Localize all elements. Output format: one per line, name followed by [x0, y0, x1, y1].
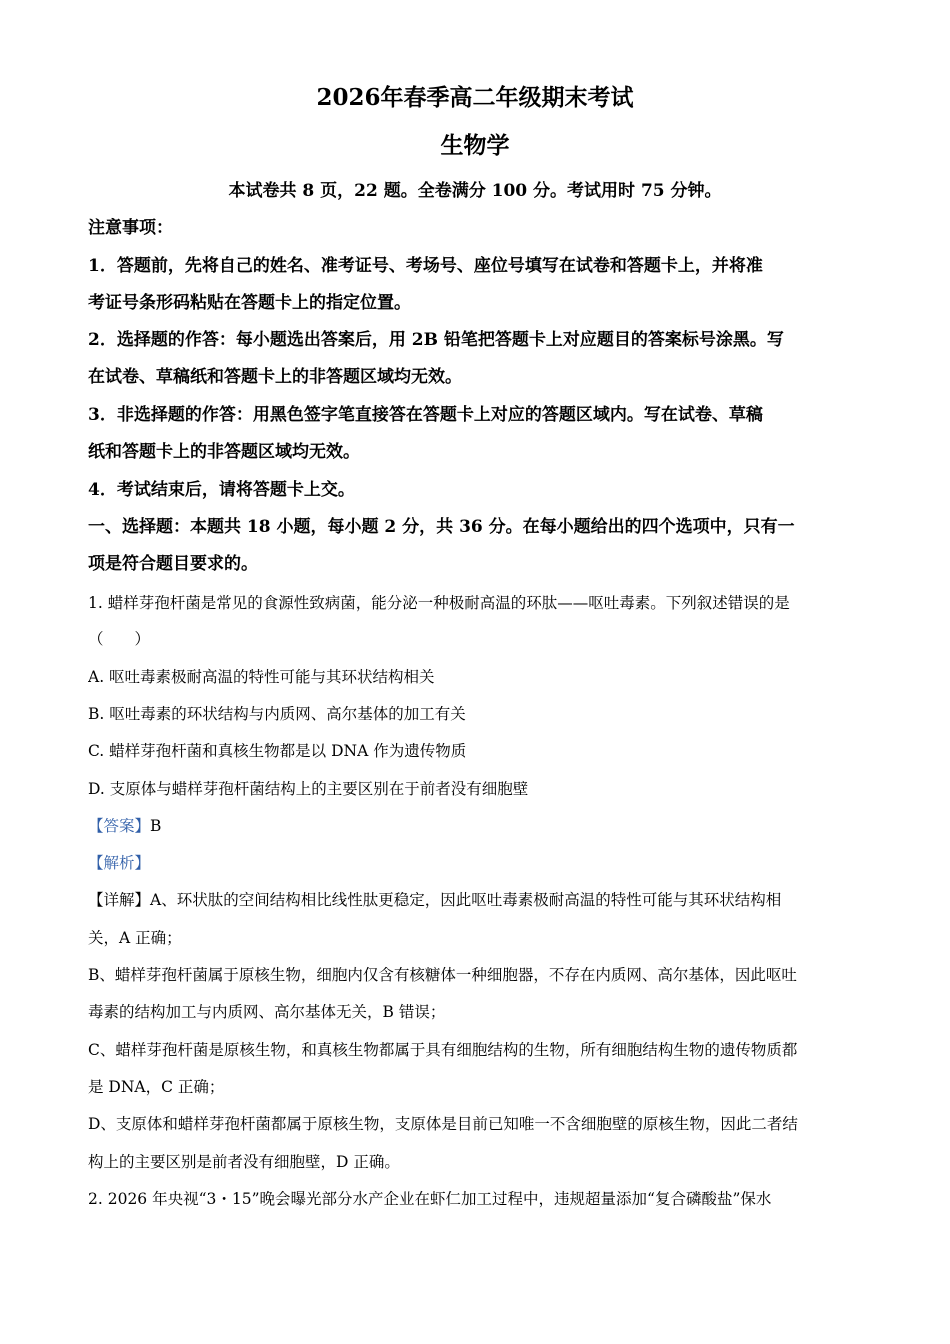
notice-line: 2．选择题的作答：每小题选出答案后，用 2B 铅笔把答题卡上对应题目的答案标号涂黑。写	[88, 330, 784, 350]
notice-line: 3．非选择题的作答：用黑色签字笔直接答在答题卡上对应的答题区域内。写在试卷、草稿	[88, 405, 763, 425]
exam-title: 2026年春季高二年级期末考试	[316, 84, 634, 111]
detail-line: C、蜡样芽孢杆菌是原核生物，和真核生物都属于具有细胞结构的生物，所有细胞结构生物的遗传物质都	[88, 1041, 798, 1059]
option-b: B. 呕吐毒素的环状结构与内质网、高尔基体的加工有关	[88, 705, 466, 723]
detail-line: D、支原体和蜡样芽孢杆菌都属于原核生物，支原体是目前已知唯一不含细胞壁的原核生物，因此二者结	[88, 1115, 798, 1133]
notice-line: 1．答题前，先将自己的姓名、准考证号、考场号、座位号填写在试卷和答题卡上，并将准	[88, 256, 763, 276]
detail-line: B、蜡样芽孢杆菌属于原核生物，细胞内仅含有核糖体一种细胞器，不存在内质网、高尔基体，因此呕吐	[88, 966, 797, 984]
answer-line	[88, 815, 868, 837]
notice-line: 在试卷、草稿纸和答题卡上的非答题区域均无效。	[88, 367, 462, 387]
question-stem: 1. 蜡样芽孢杆菌是常见的食源性致病菌，能分泌一种极耐高温的环肽——呕吐毒素。下列叙述错误的是	[88, 594, 790, 612]
answer-value: B	[150, 817, 162, 835]
option-c: C. 蜡样芽孢杆菌和真核生物都是以 DNA 作为遗传物质	[88, 742, 467, 760]
detail-line: 毒素的结构加工与内质网、高尔基体无关，B 错误；	[88, 1003, 446, 1021]
option-a: A. 呕吐毒素极耐高温的特性可能与其环状结构相关	[88, 668, 435, 686]
detail-line: 是 DNA，C 正确；	[88, 1078, 225, 1096]
analysis-tag: 【解析】	[88, 854, 151, 872]
option-d: D. 支原体与蜡样芽孢杆菌结构上的主要区别在于前者没有细胞壁	[88, 780, 529, 798]
notice-line: 考证号条形码粘贴在答题卡上的指定位置。	[88, 293, 411, 313]
detail-line: 构上的主要区别是前者没有细胞壁，D 正确。	[88, 1153, 400, 1171]
detail-line: 关，A 正确；	[88, 929, 182, 947]
question-stem: 2. 2026 年央视“3・15”晚会曝光部分水产企业在虾仁加工过程中，违规超量添加“复合磷酸盐”保水	[88, 1190, 772, 1208]
notice-heading: 注意事项：	[88, 218, 173, 238]
question-stem: （ ）	[88, 630, 151, 648]
notice-line: 纸和答题卡上的非答题区域均无效。	[88, 442, 360, 462]
subject-title: 生物学	[440, 132, 510, 159]
notice-line: 4．考试结束后，请将答题卡上交。	[88, 480, 355, 500]
exam-summary: 本试卷共 8 页，22 题。全卷满分 100 分。考试用时 75 分钟。	[228, 181, 722, 201]
detail-line: 【详解】A、环状肽的空间结构相比线性肽更稳定，因此呕吐毒素极耐高温的特性可能与其环状结构相	[88, 891, 782, 909]
answer-tag: 【答案】	[88, 817, 151, 835]
section-heading: 一、选择题：本题共 18 小题，每小题 2 分，共 36 分。在每小题给出的四个选项中，只有一	[88, 517, 795, 537]
section-heading: 项是符合题目要求的。	[88, 554, 258, 574]
